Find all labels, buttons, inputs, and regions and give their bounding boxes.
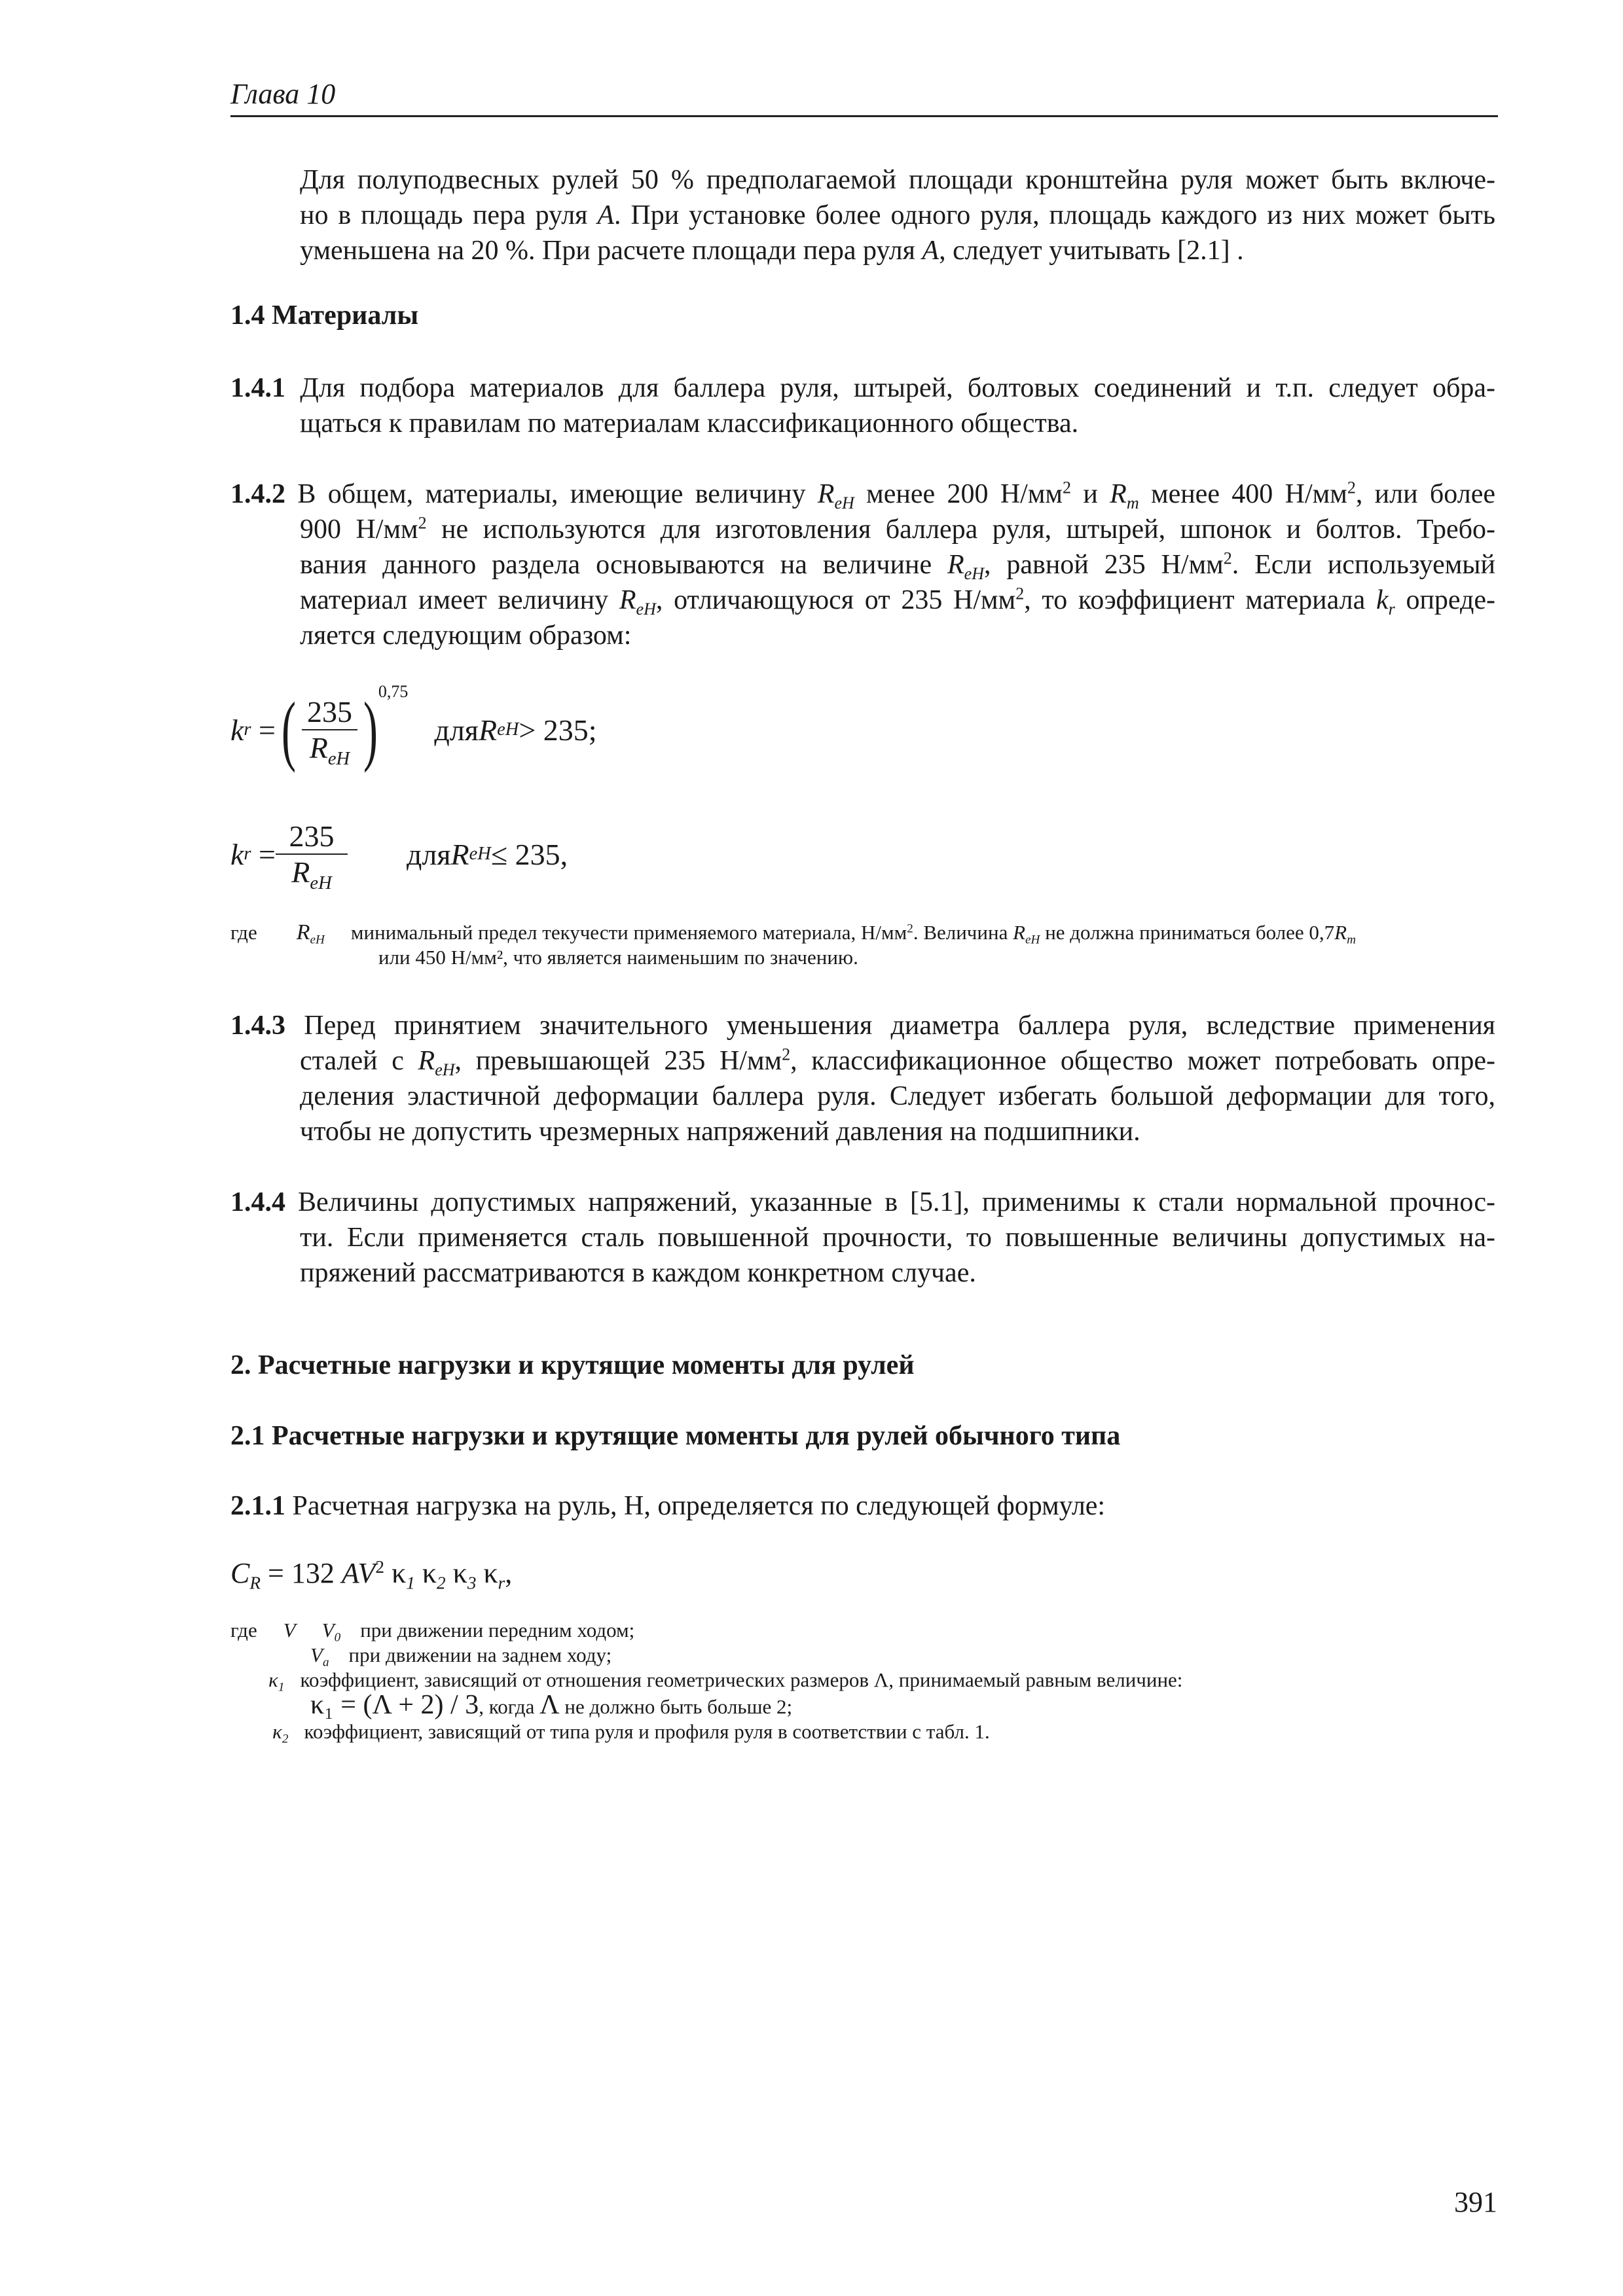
section-2-1-1: 2.1.1 Расчетная нагрузка на руль, Н, определяется по следующей формуле: [230, 1491, 1106, 1521]
section-2-title: 2. Расчетные нагрузки и крутящие моменты для рулей [230, 1350, 915, 1380]
section-1-4-2: 1.4.2 В общем, материалы, имеющие величину $R_{eH}$ менее 200 $Н/мм^2$ и $R_m$ менее 400 $Н/мм^2$, или более 900 $Н/мм^2$ не используются для изготовления баллера руля, штырей, шпонок и болтов. Требо- вания данного раздела основываются на величине $R_{eH}$, равной 235 $Н/мм^2$. Если используемый материал имеет величину $R_{eH}$, отличающуюся от 235 $Н/мм^2$, то коэффициент материала $k_r$ опреде- ляется следующим образом: [230, 478, 1496, 651]
page-number: 391 [1454, 2186, 1497, 2218]
section-1-4-4: 1.4.4 Величины допустимых напряжений, указанные в [5.1], применимы к стали нормальной прочнос- ти. Если применяется сталь повышенной прочности, то повышенные величины допустимых на- пряжений рассматриваются в каждом конкретном случае. [230, 1187, 1495, 1288]
where-k1: $\kappa_1$ коэффициент, зависящий от отношения геометрических размеров Λ, принимаемый равным величине: [268, 1668, 1183, 1695]
intro-line-2: но в площадь пера руля A. При установке более одного руля, площадь каждого из них может быть [300, 200, 1495, 230]
formula-cr: $C_R = 132$ $AV^2$ $\kappa_1$ $\kappa_2$ $\kappa_3$ $\kappa_r$, [230, 1557, 513, 1593]
where-k2: $\kappa_2$ коэффициент, зависящий от типа руля и профиля руля в соответствии с табл. 1. [272, 1720, 990, 1746]
where-k1-formula: κ₁ = (Λ + 2) / 3, когда Λ не должно быть больше 2; [310, 1690, 793, 1720]
section-1-4-1: 1.4.1 Для подбора материалов для баллера руля, штырей, болтовых соединений и т.п. следует обра- щаться к правилам по материалам классификационного общества. [230, 373, 1495, 439]
intro-paragraph [300, 162, 1495, 268]
where-v0: где V $V_0$ при движении передним ходом; [230, 1619, 635, 1645]
where-cr [230, 1618, 1501, 1744]
section-1-4-title: 1.4 Материалы [230, 300, 419, 331]
where-reh: где $R_{eH}$ минимальный предел текучести применяемого материала, $Н/мм^2$. Величина $R_{eH}$ не должна приниматься более $0,7R_m$ или 450 Н/мм², что является наименьшим по значению. [230, 920, 1356, 969]
formula-kr-low: k r = $\frac{235}{R_{eH}}$ для R eH ≤ 235, [230, 819, 568, 893]
formula-kr-high: k r = ( $\frac{235}{R_{eH}}$ ) 0,75 для R eH > 235; [230, 682, 597, 773]
header-rule [230, 115, 1498, 117]
intro-line-3: уменьшена на 20 %. При расчете площади пера руля A, следует учитывать [2.1] . [300, 236, 1244, 266]
section-2-1-title: 2.1 Расчетные нагрузки и крутящие моменты для рулей обычного типа [230, 1421, 1121, 1451]
intro-line-1: Для полуподвесных рулей 50 % предполагаемой площади кронштейна руля может быть включе- [300, 165, 1495, 195]
section-1-4-3: 1.4.3 Перед принятием значительного уменьшения диаметра баллера руля, вследствие применения сталей с $R_{eH}$, превышающей 235 $Н/мм^2$, классификационное общество может потребовать опре- деления эластичной деформации баллера руля. Следует избегать большой деформации для того, чтобы не допустить чрезмерных напряжений давления на подшипники. [230, 1011, 1495, 1147]
chapter-header: Глава 10 [230, 78, 336, 110]
where-va: $V_a$ при движении на заднем ходу; [310, 1643, 612, 1670]
